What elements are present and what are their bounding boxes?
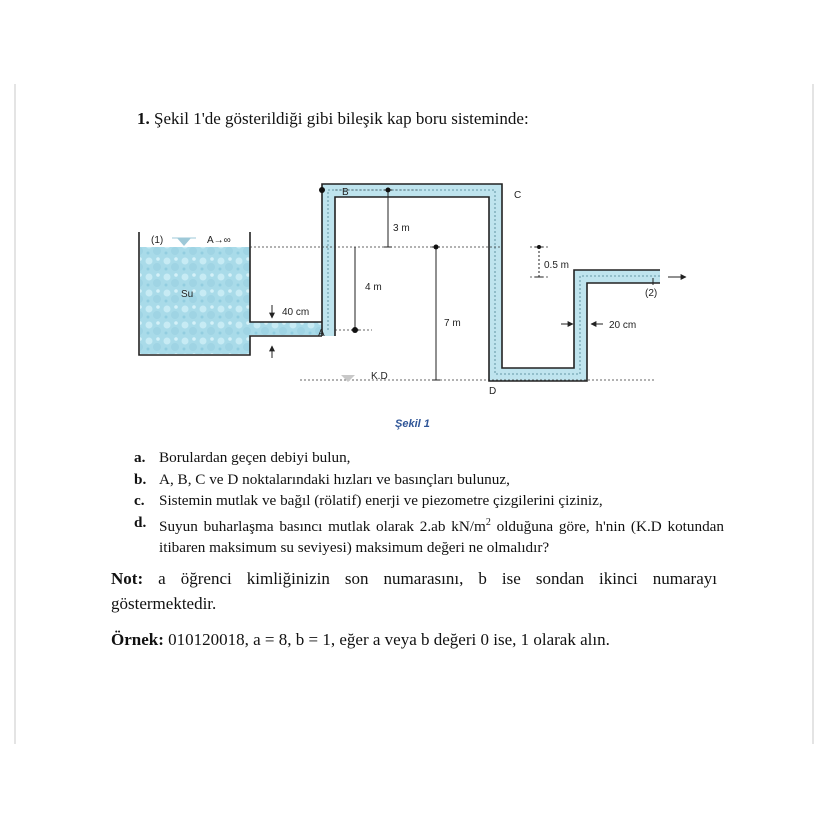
- example-text: 010120018, a = 8, b = 1, eğer a veya b değeri 0 ise, 1 olarak alın.: [163, 630, 610, 649]
- point-a-marker: [352, 327, 358, 333]
- point-b-marker: [319, 187, 325, 193]
- datum-triangle-icon: [341, 375, 355, 382]
- question-items: [134, 447, 724, 559]
- item-marker: b.: [134, 470, 147, 488]
- label-tank: (1): [151, 235, 164, 246]
- list-item: [134, 469, 724, 491]
- note-text: a öğrenci kimliğinizin son numarasını, b ise sondan ikinci numarayı göstermektedir.: [111, 569, 717, 613]
- example-label: Örnek:: [111, 630, 164, 649]
- label-point-d: D: [489, 386, 497, 397]
- item-text: Sistemin mutlak ve bağıl (rölatif) enerji ve piezometre çizgilerini çiziniz,: [159, 492, 603, 509]
- label-3m: 3 m: [393, 223, 410, 234]
- example-paragraph: [111, 630, 610, 650]
- figure-caption: Şekil 1: [395, 418, 430, 430]
- label-datum: K.D: [371, 371, 388, 382]
- label-20cm: 20 cm: [609, 320, 637, 331]
- list-item: [134, 447, 724, 469]
- label-7m: 7 m: [444, 318, 461, 329]
- label-point-a: A: [318, 328, 325, 339]
- label-area: A→∞: [207, 235, 231, 246]
- question-text: Şekil 1'de gösterildiği gibi bileşik kap boru sisteminde:: [154, 109, 529, 128]
- label-outlet: (2): [645, 288, 658, 299]
- label-40cm: 40 cm: [282, 307, 310, 318]
- label-4m: 4 m: [365, 282, 382, 293]
- item-text: Borulardan geçen debiyi bulun,: [159, 449, 351, 466]
- item-text: [159, 512, 724, 559]
- label-point-b: B: [342, 187, 349, 198]
- item-marker: a.: [134, 449, 146, 466]
- item-marker: d.: [134, 513, 147, 531]
- tank-water: [140, 247, 322, 354]
- item-text-part: Suyun buharlaşma basıncı mutlak olarak 2.ab kN/m: [159, 517, 486, 535]
- note-label: Not:: [111, 569, 144, 588]
- question-number: 1.: [137, 109, 150, 128]
- superscript: 2: [485, 516, 491, 528]
- item-text-part: olduğuna göre, h'nin (K.D kotundan itibaren maksimum su seviyesi) maksimum değeri ne olmalıdır?: [159, 517, 724, 557]
- item-text: A, B, C ve D noktalarındaki hızları ve basınçları bulunuz,: [159, 470, 510, 488]
- label-05m: 0.5 m: [544, 260, 570, 271]
- item-marker: c.: [134, 492, 145, 509]
- list-item: [134, 512, 724, 559]
- list-item: [134, 490, 724, 512]
- note-paragraph: [111, 566, 717, 616]
- surface-triangle-icon: [177, 238, 191, 246]
- label-point-c: C: [514, 190, 522, 201]
- label-fluid: Su: [181, 289, 194, 300]
